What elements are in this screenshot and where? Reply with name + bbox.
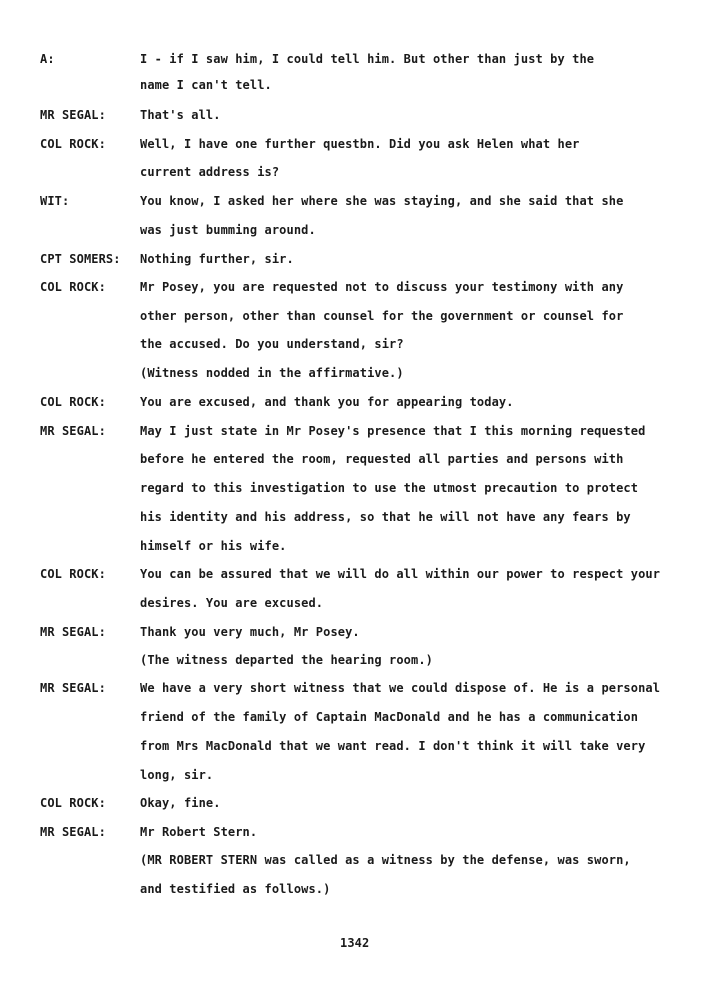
speaker-label: COL ROCK: xyxy=(40,395,106,409)
speaker-label: MR SEGAL: xyxy=(40,681,106,695)
testimony-line: regard to this investigation to use the utmost precaution to protect xyxy=(140,481,639,495)
stage-direction: (MR ROBERT STERN was called as a witness by the defense, was sworn, xyxy=(140,853,631,867)
testimony-line: Mr Posey, you are requested not to discuss your testimony with any xyxy=(140,280,624,294)
testimony-line: desires. You are excused. xyxy=(140,596,324,610)
page-number: 1342 xyxy=(340,936,370,950)
stage-direction: (The witness departed the hearing room.) xyxy=(140,653,433,667)
testimony-line: himself or his wife. xyxy=(140,539,287,553)
testimony-line: name I can't tell. xyxy=(140,78,272,92)
testimony-line: That's all. xyxy=(140,108,221,122)
testimony-line: long, sir. xyxy=(140,768,214,782)
testimony-line: other person, other than counsel for the government or counsel for xyxy=(140,309,624,323)
speaker-label: COL ROCK: xyxy=(40,137,106,151)
testimony-line: You know, I asked her where she was staying, and she said that she xyxy=(140,194,624,208)
testimony-line: We have a very short witness that we could dispose of. He is a personal xyxy=(140,681,661,695)
testimony-line: Mr Robert Stern. xyxy=(140,825,258,839)
testimony-line: current address is? xyxy=(140,165,280,179)
testimony-line: friend of the family of Captain MacDonald and he has a communication xyxy=(140,710,639,724)
speaker-label: MR SEGAL: xyxy=(40,424,106,438)
testimony-line: before he entered the room, requested all parties and persons with xyxy=(140,452,624,466)
speaker-label: MR SEGAL: xyxy=(40,625,106,639)
stage-direction: (Witness nodded in the affirmative.) xyxy=(140,366,404,380)
testimony-line: Nothing further, sir. xyxy=(140,252,294,266)
speaker-label: COL ROCK: xyxy=(40,796,106,810)
speaker-label: COL ROCK: xyxy=(40,280,106,294)
testimony-line: You are excused, and thank you for appearing today. xyxy=(140,395,514,409)
speaker-label: CPT SOMERS: xyxy=(40,252,121,266)
testimony-line: Okay, fine. xyxy=(140,796,221,810)
testimony-line: Thank you very much, Mr Posey. xyxy=(140,625,360,639)
testimony-line: from Mrs MacDonald that we want read. I don't think it will take very xyxy=(140,739,646,753)
testimony-line: Well, I have one further questbn. Did you ask Helen what her xyxy=(140,137,580,151)
testimony-line: May I just state in Mr Posey's presence that I this morning requested xyxy=(140,424,646,438)
speaker-label: WIT: xyxy=(40,194,70,208)
testimony-line: his identity and his address, so that he will not have any fears by xyxy=(140,510,631,524)
testimony-line: the accused. Do you understand, sir? xyxy=(140,337,404,351)
testimony-line: I - if I saw him, I could tell him. But other than just by the xyxy=(140,52,595,66)
speaker-label: A: xyxy=(40,52,55,66)
testimony-line: You can be assured that we will do all within our power to respect your xyxy=(140,567,661,581)
stage-direction: and testified as follows.) xyxy=(140,882,331,896)
speaker-label: MR SEGAL: xyxy=(40,825,106,839)
speaker-label: COL ROCK: xyxy=(40,567,106,581)
speaker-label: MR SEGAL: xyxy=(40,108,106,122)
testimony-line: was just bumming around. xyxy=(140,223,316,237)
